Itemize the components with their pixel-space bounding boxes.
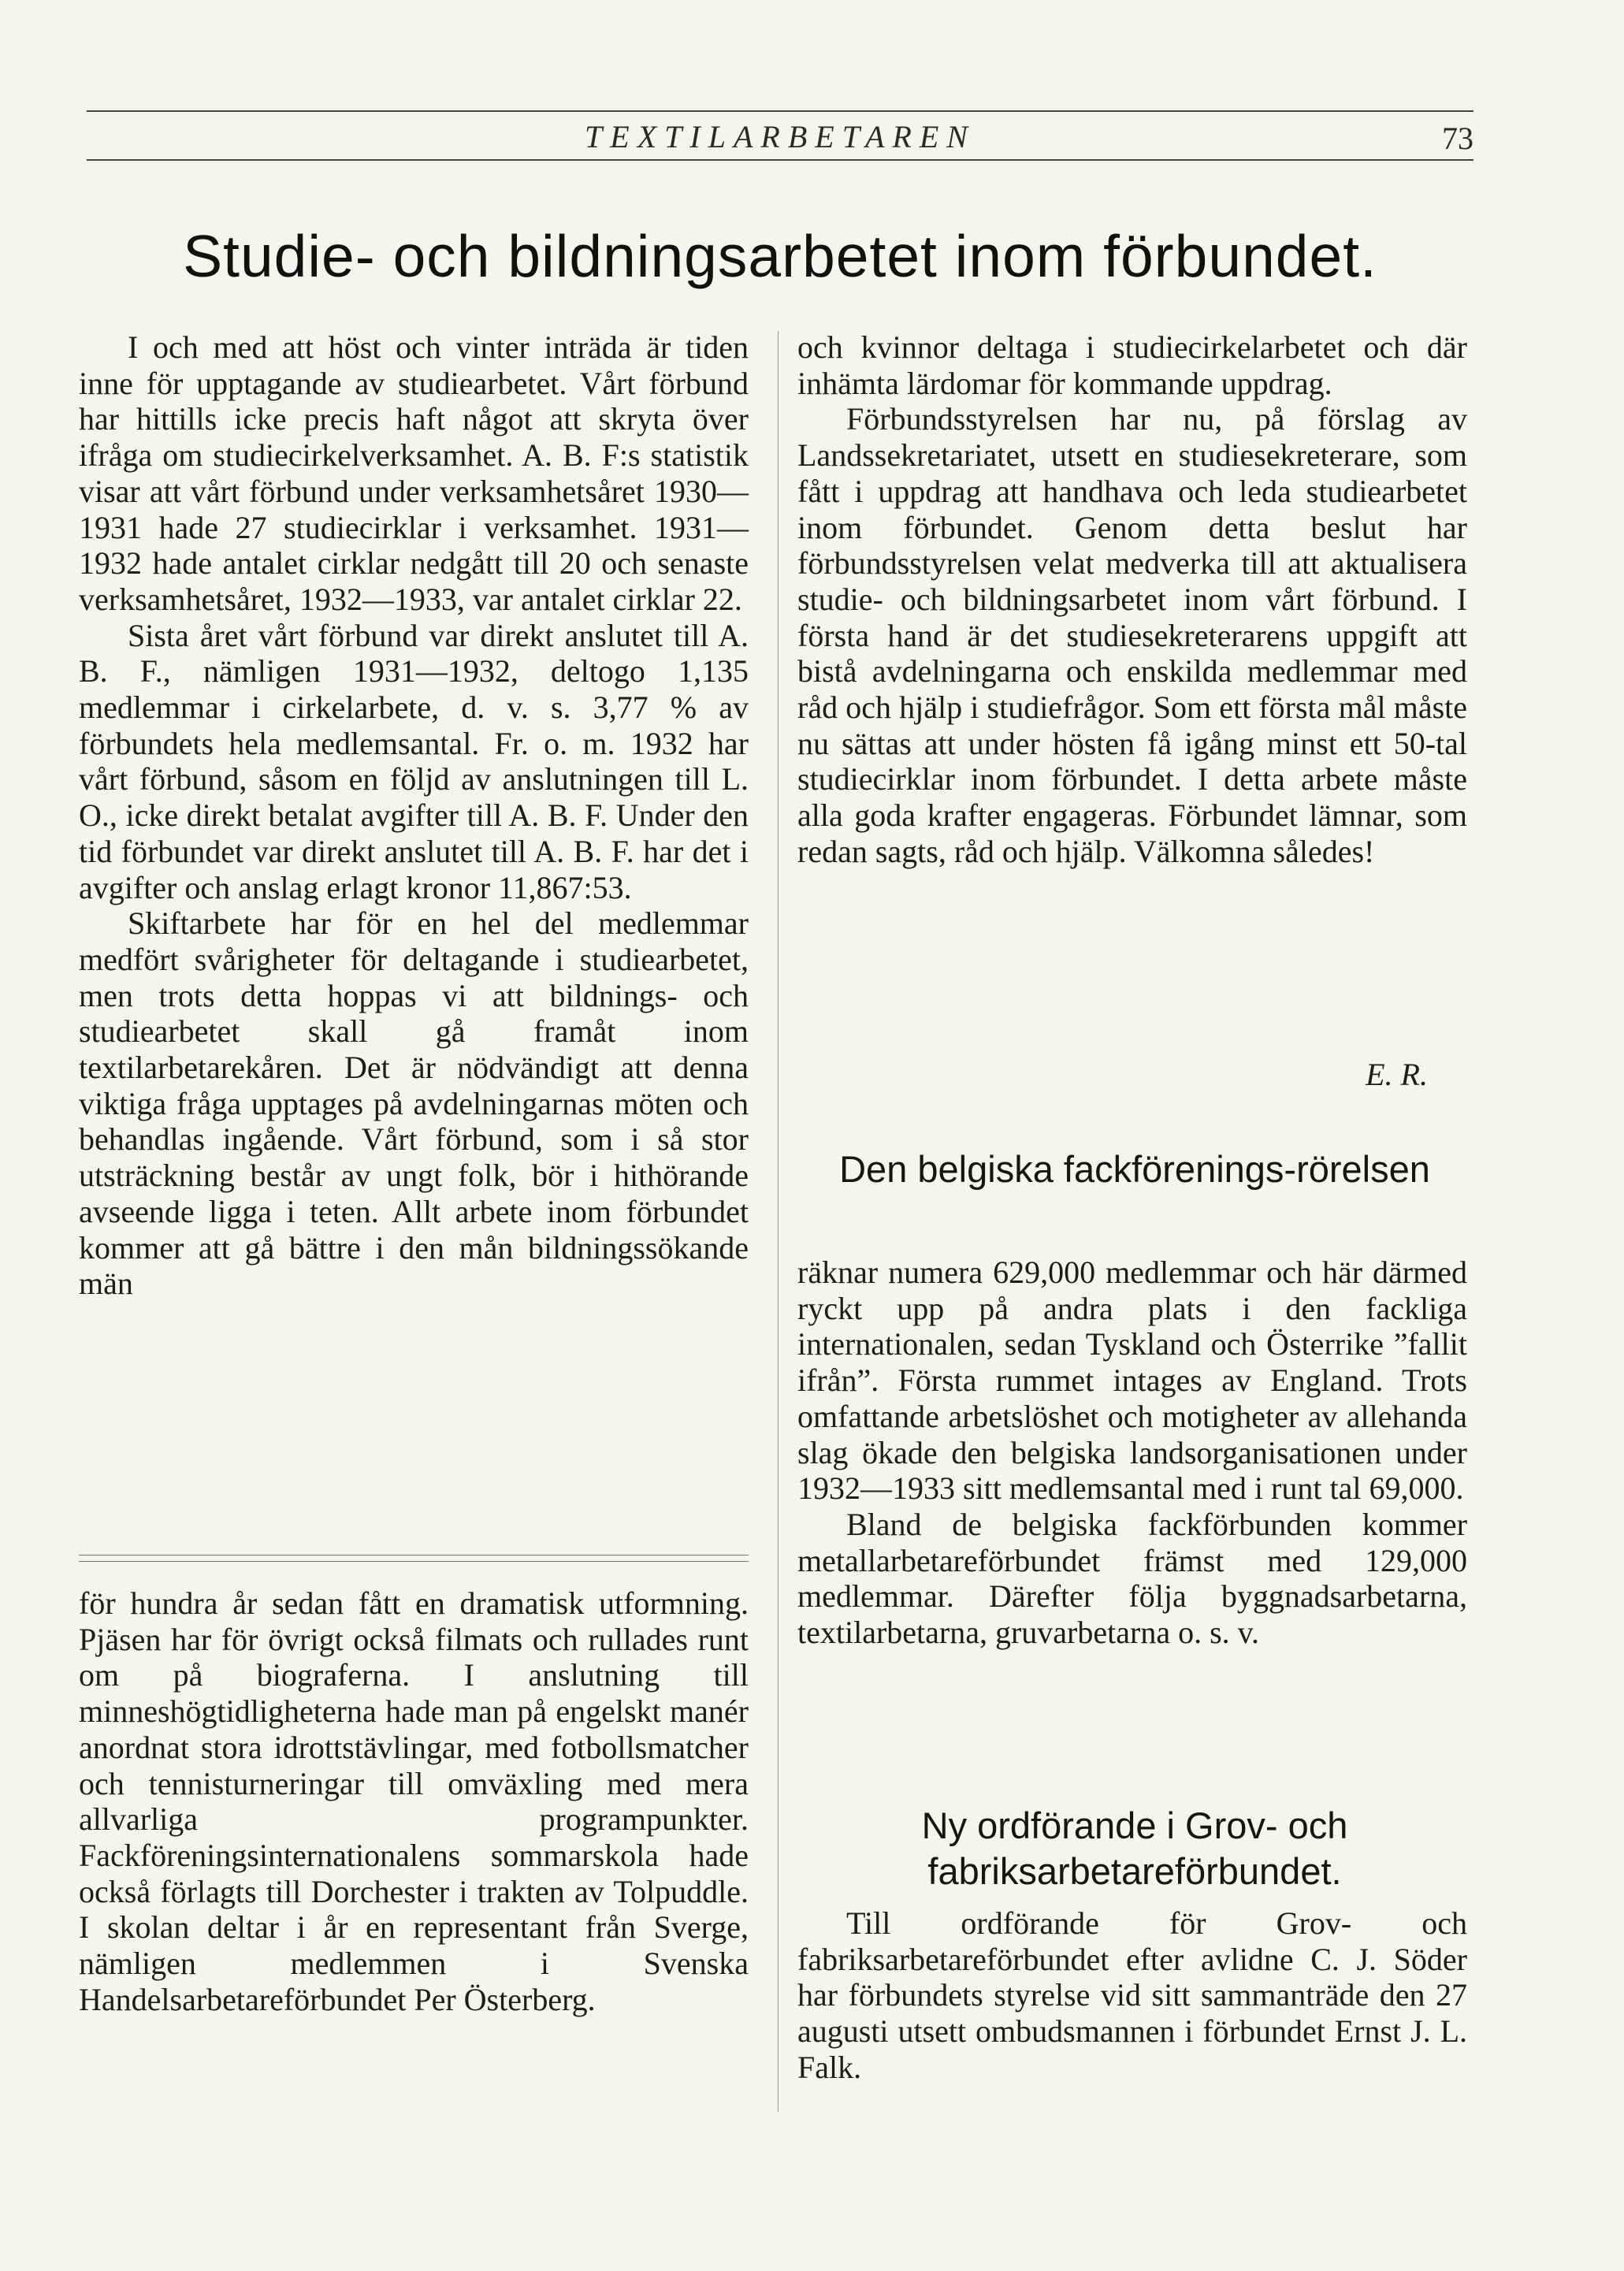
paragraph: Sista året vårt förbund var direkt anslutet till A. B. F., nämligen 1931—1932, deltogo 1,135 medlemmar i cirkelarbete, d. v. s. 3,77 % av förbundets hela medlemsantal. Fr. o. m. 1932 har vårt förbund, såsom en följd av anslutningen till L. O., icke direkt betalat avgifter till A. B. F. Under den tid förbundet var direkt anslutet till A. B. F. har det i avgifter och anslag erlagt kronor 11,867:53.: [79, 617, 749, 905]
paragraph: Bland de belgiska fackförbunden kommer metallarbetareförbundet främst med 129,000 medlemmar. Därefter följa byggnadsarbetarna, textilarbetarna, gruvarbetarna o. s. v.: [797, 1506, 1467, 1651]
article-title-studie: Studie- och bildningsarbetet inom förbundet.: [183, 223, 1377, 289]
article-studie-right-column: [797, 329, 1467, 870]
article-studie-left-column: [79, 329, 749, 1302]
paragraph: Skiftarbete har för en hel del medlemmar medfört svårigheter för deltagande i studiearbetet, men trots detta hoppas vi att bildnings- och studiearbetet skall gå framåt inom textilarbetarekåren. Det är nödvändigt att denna viktiga fråga upptages på avdelningarnas möten och behandlas ingående. Vårt förbund, som i så stor utsträckning består av ungt folk, bör i hithörande avseende ligga i teten. Allt arbete inom förbundet kommer att gå bättre i den mån bildningssökande män: [79, 905, 749, 1302]
article-ordforande-body: [797, 1905, 1467, 2086]
running-title: TEXTILARBETAREN: [585, 119, 976, 154]
column-divider: [778, 331, 779, 2112]
paragraph: Förbundsstyrelsen har nu, på förslag av Landssekretariatet, utsett en studiesekreterare, som fått i uppdrag att handhava och leda studiearbetet inom förbundet. Genom detta beslut har förbundsstyrelsen velat medverka till att aktualisera studie- och bildningsarbetet inom vårt förbund. I första hand är det studiesekreterarens uppgift att bistå avdelningarna och enskilda medlemmar med råd och hjälp i studiefrågor. Som ett första mål måste nu sättas att under hösten få igång minst ett 50-tal studiecirklar inom förbundet. I detta arbete måste alla goda krafter engageras. Förbundet lämnar, som redan sagts, råd och hjälp. Välkomna således!: [797, 401, 1467, 869]
article-title-ordforande: Ny ordförande i Grov- och fabriksarbetareförbundet.: [921, 1805, 1348, 1892]
paragraph: räknar numera 629,000 medlemmar och här därmed ryckt upp på andra plats i den fackliga internationalen, sedan Tyskland och Österrike ”fallit ifrån”. Första rummet intages av England. Trots omfattande arbetslöshet och motigheter av allehanda slag ökade den belgiska landsorganisationen under 1932—1933 sitt medlemsantal med i runt tal 69,000.: [797, 1254, 1467, 1507]
article-title-belgiska: Den belgiska fackförenings-rörelsen: [839, 1148, 1430, 1190]
section-divider: [79, 1561, 749, 1562]
continuation-column: [79, 1585, 749, 2017]
header-rule-bottom: [87, 159, 1473, 161]
paragraph: Till ordförande för Grov- och fabriksarbetareförbundet efter avlidne C. J. Söder har förbundets styrelse vid sitt sammanträde den 27 augusti utsett ombudsmannen i förbundet Ernst J. L. Falk.: [797, 1905, 1467, 2085]
page-number: 73: [1442, 121, 1473, 156]
header-rule-top: [87, 110, 1473, 112]
article-belgiska-body: [797, 1254, 1467, 1651]
section-divider: [79, 1555, 749, 1556]
signature: E. R.: [1366, 1057, 1428, 1092]
paragraph: för hundra år sedan fått en dramatisk utformning. Pjäsen har för övrigt också filmats och rullades runt om på biograferna. I anslutning till minneshögtidligheterna hade man på engelskt manér anordnat stora idrottstävlingar, med fotbollsmatcher och tennisturneringar till omväxling med mera allvarliga programpunkter. Fackföreningsinternationalens sommarskola hade också förlagts till Dorchester i trakten av Tolpuddle. I skolan deltar i år en representant från Sverge, nämligen medlemmen i Svenska Handelsarbetareförbundet Per Österberg.: [79, 1585, 749, 2017]
paragraph: och kvinnor deltaga i studiecirkelarbetet och där inhämta lärdomar för kommande uppdrag.: [797, 329, 1467, 401]
paragraph: I och med att höst och vinter inträda är tiden inne för upptagande av studiearbetet. Vårt förbund har hittills icke precis haft något att skryta över ifråga om studiecirkelverksamhet. A. B. F:s statistik visar att vårt förbund under verksamhetsåret 1930—1931 hade 27 studiecirklar i verksamhet. 1931—1932 hade antalet cirklar nedgått till 20 och senaste verksamhetsåret, 1932—1933, var antalet cirklar 22.: [79, 329, 749, 617]
